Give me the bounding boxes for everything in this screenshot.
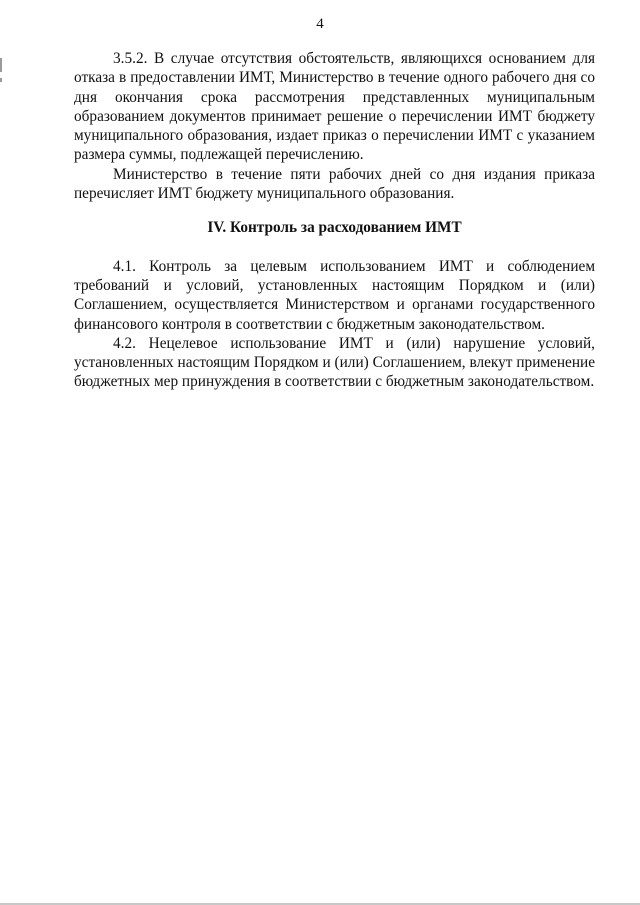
document-body xyxy=(74,49,595,392)
paragraph-transfer: Министерство в течение пяти рабочих дней со дня издания приказа перечисляет ИМТ бюджету муниципального образования. xyxy=(74,165,595,203)
scan-edge-mark xyxy=(0,58,2,72)
paragraph-4-2: 4.2. Нецелевое использование ИМТ и (или) нарушение условий, установленных настоящим Порядком и (или) Соглашением, влекут применение бюджетных мер принуждения в соответствии с бюджетным законодательством. xyxy=(74,334,595,391)
page-number: 4 xyxy=(316,16,324,32)
paragraph-4-1: 4.1. Контроль за целевым использованием ИМТ и соблюдением требований и условий, установленных настоящим Порядком и (или) Соглашением, осуществляется Министерством и органами государственного финансового контроля в соответствии с бюджетным законодательством. xyxy=(74,257,595,333)
paragraph-3-5-2: 3.5.2. В случае отсутствия обстоятельств, являющихся основанием для отказа в предоставлении ИМТ, Министерство в течение одного рабочего дня со дня окончания срока рассмотрения представленных муниципальным образованием документов принимает решение о перечислении ИМТ бюджету муниципального образования, издает приказ о перечислении ИМТ с указанием размера суммы, подлежащей перечислению. xyxy=(74,50,595,164)
scan-edge-mark xyxy=(0,78,2,82)
section-title: IV. Контроль за расходованием ИМТ xyxy=(207,219,462,237)
